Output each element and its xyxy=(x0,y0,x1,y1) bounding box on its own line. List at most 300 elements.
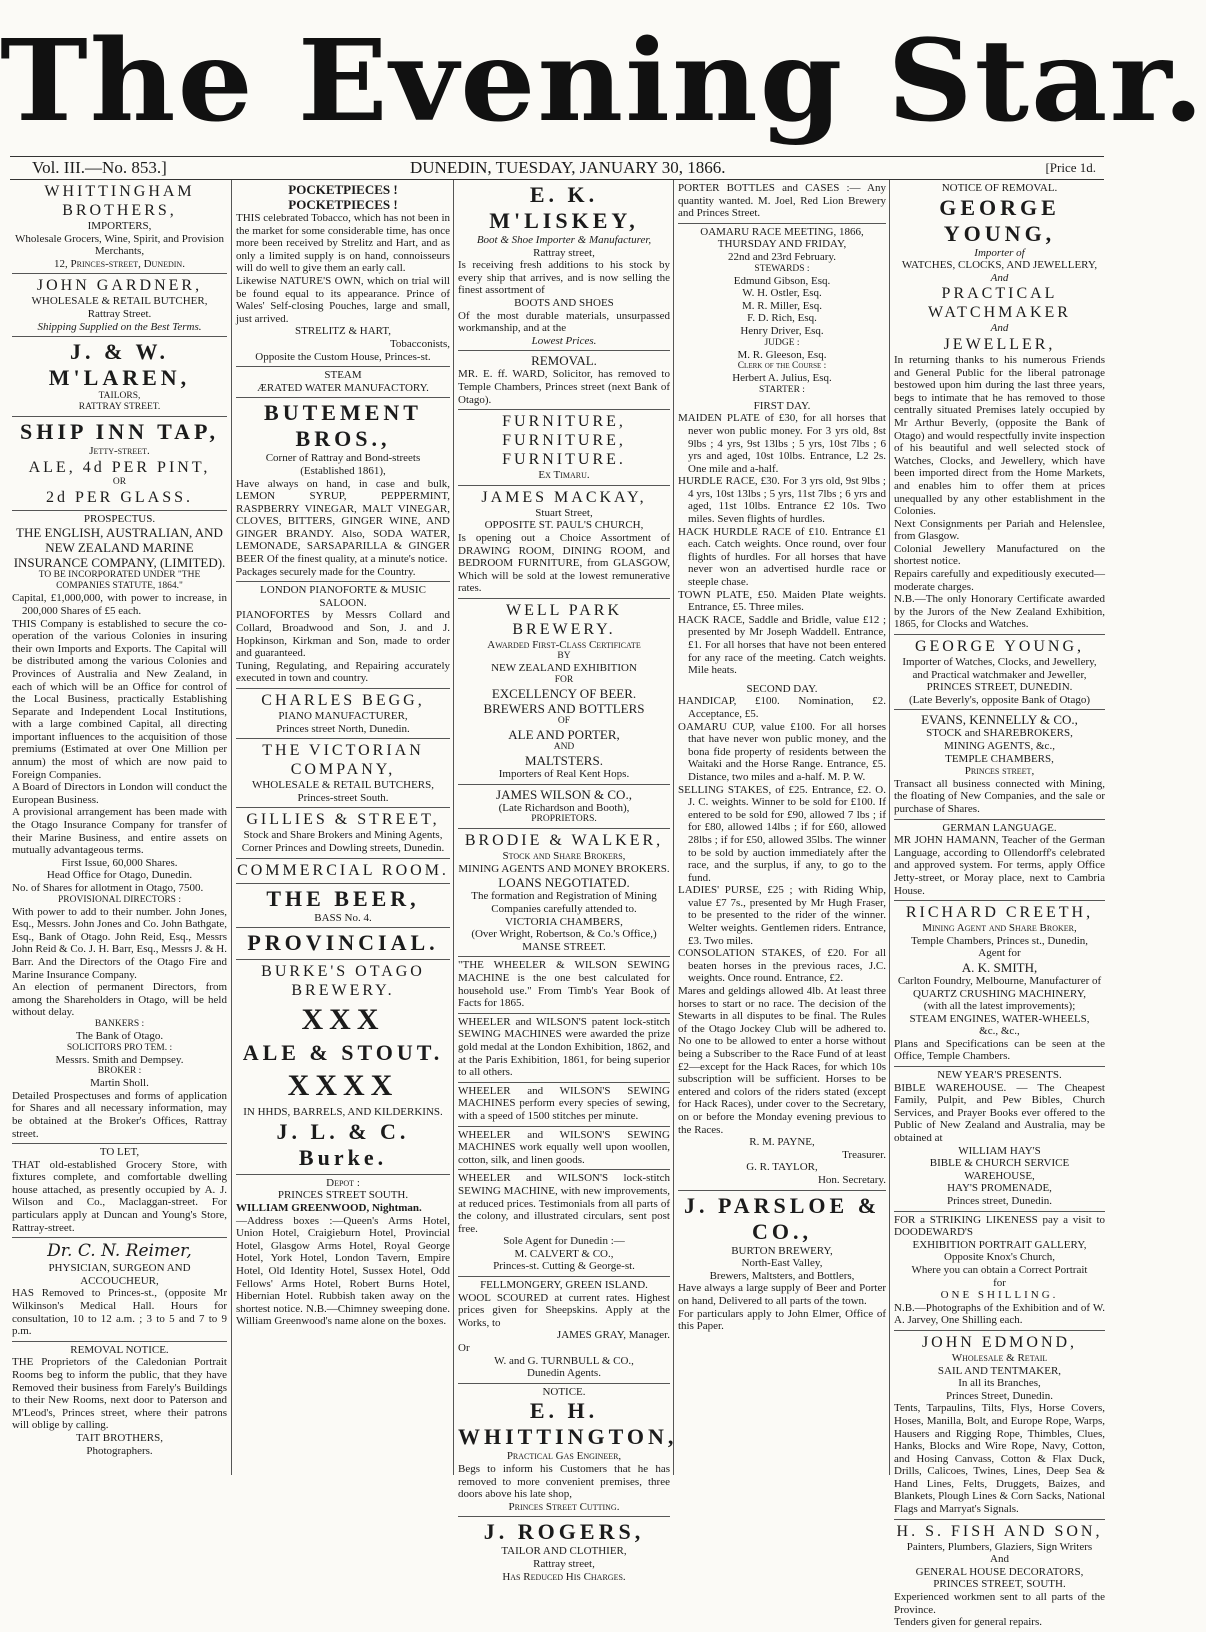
ad-creeth xyxy=(894,901,1105,1067)
ad-name: WELL PARK BREWERY. xyxy=(505,601,623,638)
ad-heading: POCKETPIECES ! POCKETPIECES ! xyxy=(288,182,398,212)
broker: Martin Sholl. xyxy=(90,1077,149,1090)
ad-commercial-room xyxy=(236,859,450,884)
ad-body: MR JOHN HAMANN, Teacher of the German Language, according to Ollendorff's celebrated and approved system. For terms, apply Office Jetty-street, or Moray place, next to Cambria House. xyxy=(894,834,1105,897)
ad-address: Temple Chambers, Princes st., Dunedin, xyxy=(910,934,1089,947)
race-dates: 22nd and 23rd February. xyxy=(727,250,837,263)
race-item: HACK HURDLE RACE of £10. Entrance £1 each. Catch weights. Once round, over four flights of hurdles. For all horses that have never won an advertised hurdle race or steeple chase. xyxy=(678,525,886,589)
ad-body: "THE WHEELER & WILSON SEWING MACHINE is the one best calculated for household use." From Timb's Year Book of Facts for 1865. xyxy=(458,959,670,1010)
ad-address: MANSE STREET. xyxy=(522,940,606,953)
ad-ship-inn xyxy=(12,417,227,511)
ad-body: BIBLE WAREHOUSE. — The Cheapest Family, Pulpit, and Pew Bibles, Church Services, and Prayer Books ever offered to the Public of New Zealand and Australia, may be obtained at xyxy=(894,1081,1105,1145)
price: [Price 1d. xyxy=(1045,160,1096,175)
race-item: OAMARU CUP, value £100. For all horses that have never won public money, and the bona fide property of residents between the Waitaki and the Horse Range. Entrance, £5. Distance, two miles and a-half. M. P. W. xyxy=(678,720,886,783)
race-rules: Mares and geldings allowed 4lb. At least three horses to start or no race. The decision of the Stewarts in all disputes to be final. The Rules of the Otago Jockey Club will be adhered to. No one to be allowed to enter a horse without being a Subscriber to the Race Fund of at least £2—except for the Hack Races, for which 10s subscription will be sufficient. Horses to be entered and colors of the riders stated (except for Hack Races), under cover to the Secretary, on or before the Monday evening previous to the Races. xyxy=(678,985,886,1136)
ad-sub: ÆRATED WATER MANUFACTORY. xyxy=(257,381,429,394)
ad-name: J. PARSLOE & CO., xyxy=(683,1192,881,1244)
ad-greenwood xyxy=(236,1175,450,1331)
ad-goods: BOOTS AND SHOES xyxy=(514,296,614,309)
ad-desc: WATCHES, CLOCKS, AND JEWELLERY, xyxy=(901,259,1098,272)
ad-new-years-presents xyxy=(894,1067,1105,1212)
ad-body: For particulars apply to John Elmer, Office of this Paper. xyxy=(678,1307,886,1333)
ad-address: PRINCES STREET, DUNEDIN. xyxy=(926,681,1073,694)
ad-removal xyxy=(458,351,670,410)
ad-title: PHYSICIAN, SURGEON AND ACCOUCHEUR, xyxy=(48,1262,191,1287)
ad-name: WHITTINGHAM BROTHERS, xyxy=(44,183,195,219)
ad-name: BUTEMENT BROS., xyxy=(264,400,422,452)
ad-name: E. H. WHITTINGTON, xyxy=(458,1398,678,1450)
ad-excellency: EXCELLENCY OF BEER. xyxy=(491,686,637,702)
ad-desc: SAIL AND TENTMAKER, xyxy=(937,1364,1062,1377)
ad-address: Princes street North, Dunedin. xyxy=(276,722,410,735)
ad-body: FOR a STRIKING LIKENESS pay a visit to DOODEWARD'S xyxy=(894,1213,1105,1239)
ad-body: The formation and Registration of Mining Companies carefully attended to. xyxy=(471,890,657,916)
ad-name: JOHN GARDNER, xyxy=(36,277,203,295)
ad-name: THE VICTORIAN COMPANY, xyxy=(262,742,424,779)
ad-body: In returning thanks to his numerous Friends and General Public for the liberal patronage bestowed upon him during the last three years, begs to intimate that he has removed to those centrally situated Premises lately occupied by Mr Arthur Beverly, (opposite the Bank of Otago) and would respectfully invite inspection of his beautiful and well selected stock of Watches, Clocks, and Jewellery, which have been imported direct from the Home Markets, and enables him to offer them at prices unequalled by any other establishment in the Colonies. xyxy=(894,353,1105,518)
ad-steam: STEAM ENGINES, WATER-WHEELS, xyxy=(909,1012,1090,1025)
ad-address: PRINCES STREET SOUTH. xyxy=(277,1189,409,1202)
ad-desc: WHOLESALE & RETAIL BUTCHERS, xyxy=(251,779,435,792)
ad-fellmongery xyxy=(458,1277,670,1384)
stewards-heading: STEWARDS : xyxy=(754,263,810,274)
ad-name: GILLIES & STREET, xyxy=(246,811,440,829)
ad-note: Has Reduced His Charges. xyxy=(502,1570,626,1583)
ad-body: N.B.—The only Honorary Certificate awarded by the Jurors of the New Zealand Exhibition, 1865, for Clocks and Watches. xyxy=(894,593,1105,631)
ad-practical: PRACTICAL WATCHMAKER xyxy=(928,285,1071,322)
ad-branches: In all its Branches, xyxy=(958,1377,1041,1390)
treasurer-title: Treasurer. xyxy=(842,1148,886,1161)
column-1 xyxy=(12,180,231,1475)
ad-address: Jetty-street. xyxy=(89,445,150,458)
ad-or: OR xyxy=(112,476,127,487)
ad-parsloe xyxy=(678,1191,886,1336)
ad-wheeler-wilson-3 xyxy=(458,1083,670,1127)
ad-address: OPPOSITE ST. PAUL'S CHURCH, xyxy=(484,519,644,532)
ad-burke xyxy=(236,960,450,1175)
ad-street: Princes street, xyxy=(964,765,1035,778)
ad-victorian xyxy=(236,739,450,808)
ad-address: 12, Princes-street, Dunedin. xyxy=(54,257,185,270)
race-item: HANDICAP, £100. Nomination, £2. Acceptance, £5. xyxy=(678,695,886,720)
ad-body: Importer of Watches, Clocks, and Jewellery, and Practical watchmaker and Jeweller, xyxy=(902,656,1097,681)
first-day-heading: FIRST DAY. xyxy=(753,399,811,412)
ad-sub: BASS No. 4. xyxy=(314,911,372,924)
ad-address: VICTORIA CHAMBERS, xyxy=(505,915,623,928)
ad-pocketpieces xyxy=(236,180,450,367)
ad-wheeler-wilson-2 xyxy=(458,1014,670,1083)
steward: W. H. Ostler, Esq. xyxy=(742,287,822,300)
ad-desc: Wholesale & Retail xyxy=(951,1351,1048,1364)
ad-desc: Boot & Shoe Importer & Manufacturer, xyxy=(476,234,652,246)
ad-porter-bottles xyxy=(678,180,886,224)
ad-signature: STRELITZ & HART, xyxy=(295,325,391,338)
directors-list: With power to add to their number. John Jones, Esq., Messrs. John Jones and Co. John Bathgate, Esq., Bank of Otago. John Reid, Esq., Messrs John Reid & Co. J. H. Barr, Esq., Messrs J. & H. Barr. And the Directors of the Otago Fire and Marine Insurance Company. xyxy=(12,905,227,981)
ad-heading: GERMAN LANGUAGE. xyxy=(942,821,1057,834)
ad-sub: FURNITURE. xyxy=(502,451,626,469)
ad-oamaru-race xyxy=(678,224,886,1191)
judge: M. R. Gleeson, Esq. xyxy=(737,348,827,361)
ad-body: Of the most durable materials, unsurpassed workmanship, and at the xyxy=(458,309,670,335)
clerk-heading: Clerk of the Course : xyxy=(737,361,827,372)
ad-gillies xyxy=(236,808,450,858)
ad-address: Opposite Knox's Church, xyxy=(943,1251,1056,1264)
ad-heading: STEAM xyxy=(324,369,362,382)
ad-note: Packages securely made for the Country. xyxy=(236,565,416,578)
ad-desc: TAILOR AND CLOTHIER, xyxy=(501,1545,627,1558)
ad-by: BY xyxy=(557,651,571,662)
ad-address: Corner of Rattray and Bond-streets xyxy=(265,452,421,465)
masthead xyxy=(0,6,1206,156)
ad-agent-name: A. K. SMITH, xyxy=(961,959,1038,975)
ad-sub: IMPORTERS, xyxy=(87,220,152,232)
prospectus-heading: PROSPECTUS. xyxy=(83,512,156,525)
ad-address: Princes-street South. xyxy=(297,791,389,804)
ad-prospectus xyxy=(12,511,227,1144)
ad-brewery: BURTON BREWERY, xyxy=(731,1244,833,1257)
ad-body: PIANOFORTES by Messrs Collard and Collard, Broadwood and Son, J. and J. Hopkinson, Kirkman and Son, made to order and guaranteed. xyxy=(236,609,450,660)
ad-name: PROVINCIAL. xyxy=(247,930,439,956)
ad-name: COMMERCIAL ROOM. xyxy=(237,861,449,879)
secretary-name: G. R. TAYLOR, xyxy=(746,1161,818,1174)
ad-signature: J. L. & C. Burke. xyxy=(276,1118,410,1170)
columns xyxy=(12,180,1105,1629)
ad-body: Tuning, Regulating, and Repairing accurately executed in town and country. xyxy=(236,659,450,685)
directors-election: An election of permanent Directors, from among the Shareholders in Otago, will be held without delay. xyxy=(12,981,227,1019)
ad-signature-title: Tobacconists, xyxy=(389,337,450,350)
ad-glass-price: 2d PER GLASS. xyxy=(45,488,194,506)
ad-prices: Lowest Prices. xyxy=(531,334,597,347)
ad-name: WILLIAM GREENWOOD, Nightman. xyxy=(236,1201,422,1214)
ad-heading: NOTICE. xyxy=(542,1385,586,1398)
race-days: THURSDAY AND FRIDAY, xyxy=(717,238,847,251)
ad-address: PRINCES STREET, SOUTH. xyxy=(933,1578,1066,1591)
ad-rogers xyxy=(458,1517,670,1586)
ad-xxxx: XXXX xyxy=(287,1069,399,1103)
ad-name: SHIP INN TAP, xyxy=(20,419,219,445)
ad-body: WOOL SCOURED at current rates. Highest prices given for Sheepskins. Apply at the Works, to xyxy=(458,1291,670,1329)
ad-gardner xyxy=(12,274,227,337)
ad-body: Plans and Specifications can be seen at the Office, Temple Chambers. xyxy=(894,1037,1105,1063)
ad-body: Have always a large supply of Beer and Porter on hand, Delivered to all parts of the town. xyxy=(678,1282,886,1307)
ad-address: RATTRAY STREET. xyxy=(78,402,161,413)
ad-name: GEORGE YOUNG, xyxy=(939,194,1060,246)
ad-notice-whittington xyxy=(458,1384,678,1518)
column-4 xyxy=(673,180,890,1475)
place-date: DUNEDIN, TUESDAY, JANUARY 30, 1866. xyxy=(410,158,726,177)
ad-award: Awarded First-Class Certificate xyxy=(487,638,641,651)
ad-heading: NEW YEAR'S PRESENTS. xyxy=(937,1069,1062,1082)
ad-butement xyxy=(236,398,450,582)
ad-ale-porter: ALE AND PORTER, xyxy=(508,727,620,743)
masthead-title: The Evening Star. xyxy=(0,14,1206,147)
ad-wilson xyxy=(458,785,670,830)
ad-name: Dr. C. N. Reimer, xyxy=(47,1241,192,1262)
ad-portrait-gallery xyxy=(894,1212,1105,1331)
ad-heading: FELLMONGERY, GREEN ISLAND. xyxy=(480,1279,648,1292)
steward: Henry Driver, Esq. xyxy=(740,324,824,337)
dateline xyxy=(10,156,1104,180)
ad-former: (Late Beverly's, opposite Bank of Otago) xyxy=(909,693,1090,706)
ad-wheeler-wilson-5 xyxy=(458,1170,670,1277)
ad-mcliskey xyxy=(458,180,670,351)
ad-heading: REMOVAL NOTICE. xyxy=(70,1343,169,1356)
ad-for: FOR xyxy=(554,675,574,686)
race-item: CONSOLATION STAKES, of £20. For all beaten horses in the previous races, J.C. weights. Once round. Entrance, £2. xyxy=(678,947,886,985)
ad-signature-title: Photographers. xyxy=(86,1444,153,1457)
ad-address: Princes street, Dunedin. xyxy=(946,1195,1053,1207)
ad-address: Stuart Street, xyxy=(535,506,593,519)
ad-gallery: EXHIBITION PORTRAIT GALLERY, xyxy=(912,1238,1087,1251)
ad-body: HAS Removed to Princes-st., (opposite Mr Wilkinson's Medical Hall. Hours for consultation, 10 to 12 a.m. ; 3 to 5 and 7 to 9 p.m. xyxy=(12,1287,227,1338)
ad-heading: FURNITURE, FURNITURE, xyxy=(502,413,626,450)
bankers: The Bank of Otago. xyxy=(75,1029,164,1042)
volume-number: Vol. III.—No. 853.] xyxy=(32,158,167,177)
ad-name: JAMES WILSON & CO., xyxy=(496,786,632,802)
ad-furniture xyxy=(458,410,670,486)
ad-etc: &c., &c., xyxy=(979,1025,1020,1038)
ad-jeweller: JEWELLER, xyxy=(943,335,1056,353)
ad-body: THIS celebrated Tobacco, which has not been in the market for some considerable time, has once more been received by Strelitz and Hart, and as only a limited supply is on hand, connoisseurs will do well to give them an early call. xyxy=(236,212,450,275)
ad-body: Is receiving fresh additions to his stock by every ship that arrives, and is now selling the finest assortment of xyxy=(458,259,670,297)
ad-promenade: HAY'S PROMENADE, xyxy=(947,1182,1052,1195)
ad-signature: TAIT BROTHERS, xyxy=(76,1431,163,1444)
ad-begg xyxy=(236,689,450,739)
prospectus-body: A provisional arrangement has been made with the Otago Insurance Company for transfer of their Marine Business, and entire assets on mutually advantageous terms. xyxy=(12,806,227,857)
solicitors: Messrs. Smith and Dempsey. xyxy=(55,1053,184,1066)
ad-name: WILLIAM HAY'S xyxy=(958,1144,1041,1157)
ad-desc: Brewers, Maltsters, and Bottlers, xyxy=(709,1269,855,1282)
column-2 xyxy=(231,180,454,1475)
prospectus-allotment: No. of Shares for allotment in Otago, 7500. xyxy=(12,882,204,894)
ad-fish xyxy=(894,1520,1105,1632)
treasurer-name: R. M. PAYNE, xyxy=(749,1136,815,1149)
prospectus-body: A Board of Directors in London will conduct the European Business. xyxy=(12,781,227,806)
ad-body: WHEELER and WILSON'S SEWING MACHINES perform every species of sewing, with a speed of 1500 stitches per minute. xyxy=(458,1084,670,1122)
directors-heading: PROVISIONAL DIRECTORS : xyxy=(58,894,181,905)
ad-address: Rattray street, xyxy=(533,246,595,259)
ad-body: WHEELER and WILSON'S lock-stitch SEWING MACHINE, with new improvements, at reduced prices. Testimonials from all parts of the colony, and illustrated circulars, sent post free. xyxy=(458,1172,670,1235)
ad-body: Repairs carefully and expeditiously executed—moderate charges. xyxy=(894,568,1105,593)
ad-xxx: XXX xyxy=(301,1003,385,1037)
ad-ale-stout: ALE & STOUT. xyxy=(242,1040,444,1066)
ad-name: J. ROGERS, xyxy=(483,1519,645,1545)
ad-body: Likewise NATURE'S OWN, which on trial will be found equal to its appearance. Prince of Wales' Self-closing Pouches, large and small, just arrived. xyxy=(236,274,450,325)
ad-reimer xyxy=(12,1238,227,1342)
ad-depot: Depot : xyxy=(326,1176,360,1189)
ad-heading: NOTICE OF REMOVAL. xyxy=(941,182,1058,194)
ad-address: Opposite the Custom House, Princes-st. xyxy=(255,350,431,363)
ad-body: —Address boxes :—Queen's Arms Hotel, Union Hotel, Craigieburn Hotel, Provincial Hotel, Glasgow Arms Hotel, Royal George Hotel, York Hotel, London Tavern, Empire Hotel, Old Identity Hotel, Sussex Hotel, Odd Fellows' Arms Hotel, Robert Burns Hotel, Hibernian Hotel. Rubbish taken away on the shortest notice. N.B.—Chimney sweeping done. William Greenwood's name alone on the boxes. xyxy=(236,1214,450,1328)
ad-name: M. CALVERT & CO., xyxy=(514,1247,614,1260)
race-item: LADIES' PURSE, £25 ; with Riding Whip, value £7 7s., presented by Mr Hugh Fraser, to be presented to the rider of the winner. Welter weights. Gentlemen riders. Entrance, £3. Two miles. xyxy=(678,884,886,947)
ad-body: N.B.—Photographs of the Exhibition and of W. A. Jarvey, One Shilling each. xyxy=(894,1301,1105,1327)
ad-desc: BIBLE & CHURCH SERVICE WAREHOUSE, xyxy=(929,1157,1070,1182)
ad-agent: Agent for xyxy=(978,947,1021,960)
ad-agents-title: Dunedin Agents. xyxy=(527,1367,601,1380)
ad-heading: REMOVAL. xyxy=(531,353,597,369)
ad-body: Transact all business connected with Mining, the floating of New Companies, and the sale or purchase of Shares. xyxy=(894,777,1105,815)
steward: Edmund Gibson, Esq. xyxy=(733,274,831,287)
ad-body: Stock and Share Brokers and Mining Agents, xyxy=(243,829,443,842)
ad-name: E. K. M'LISKEY, xyxy=(489,182,639,233)
ad-desc: Stock and Share Brokers, xyxy=(502,850,626,863)
prospectus-detail: Detailed Prospectuses and forms of application for Shares and all necessary information, may be obtained at the Broker's Offices, Rattray street. xyxy=(12,1089,227,1140)
ad-signature: JAMES GRAY, Manager. xyxy=(556,1329,670,1342)
ad-agents: W. and G. TURNBULL & CO., xyxy=(494,1354,634,1367)
ad-loans: LOANS NEGOTIATED. xyxy=(498,875,630,891)
race-item: HURDLE RACE, £30. For 3 yrs old, 9st 9lbs ; 4 yrs, 10st 13lbs ; 5 yrs, 11st 7lbs ; 6 yrs and aged, 11st 10lbs. Entrance £2 10s. Two miles. Seven flights of hurdles. xyxy=(678,475,886,526)
second-day-heading: SECOND DAY. xyxy=(746,682,818,695)
prospectus-capital: Capital, £1,000,000, with power to increase, in 200,000 Shares of £5 each. xyxy=(12,592,227,617)
ad-hops: Importers of Real Kent Hops. xyxy=(498,768,630,781)
ad-body: Experienced workmen sent to all parts of the Province. xyxy=(894,1591,1105,1616)
ad-steam xyxy=(236,367,450,398)
race-item: MAIDEN PLATE of £30, for all horses that never won public money. For 3 yrs old, 8st 9lbs ; 4 yrs, 9st 13lbs ; 5 yrs, 10st 7lbs ; 6 yrs and aged, 10st 10lbs. Entrance, L2 2s. One mile and a-half. xyxy=(678,412,886,475)
ad-name: CHARLES BEGG, xyxy=(261,692,425,709)
broker-heading: BROKER : xyxy=(97,1066,142,1077)
ad-desc: STOCK and SHAREBROKERS, xyxy=(926,727,1073,740)
judge-heading: JUDGE : xyxy=(764,337,800,348)
ad-brewers: BREWERS AND BOTTLERS xyxy=(483,701,645,717)
ad-maltsters: MALTSTERS. xyxy=(525,753,603,769)
ad-desc: Painters, Plumbers, Glaziers, Sign Writers xyxy=(906,1540,1093,1553)
ad-ale-price: ALE, 4d PER PINT, xyxy=(28,458,211,476)
ad-address: (Over Wright, Robertson, & Co.'s Office,) xyxy=(471,928,657,941)
ad-body: Tents, Tarpaulins, Tilts, Flys, Horse Covers, Hoses, Manilla, Bolt, and Europe Rope, Warps, Hausers and Rigging Rope, Thimbles, Clues, Hanks, Blocks and Wire Rope, Navy, Cotton, and Hosing Canvass, Cotton & Flax Duck, Drills, Calicoes, Twines, Lines, Deep Sea & Hand Lines, Felts, Druggets, Baizes, and Blankets, Plough Lines & Corn Sacks, National Flags and Marryat's Signals. xyxy=(894,1402,1105,1516)
ad-address: Corner Princes and Dowling streets, Dunedin. xyxy=(241,841,445,854)
bankers-heading: BANKERS : xyxy=(94,1018,145,1029)
prospectus-body: THIS Company is established to secure the co-operation of the various Colonies in insuring their own Imports and Exports. The Capital will be distributed among the various Colonies and Provinces of Australia and New Zealand, in each of which will be an Office for control of the Local Business, practically Establishing Separate and Independent Local Institutions, with a large combined Capital, all directing important influences to the acquisition of those premiums (Estimated at over One Million per annum) the most of which are now paid to Foreign Companies. xyxy=(12,617,227,781)
ad-body: WHEELER and WILSON'S SEWING MACHINES work equally well upon woollen, cotton, silk, and linen goods. xyxy=(458,1128,670,1166)
ad-desc: Wholesale Grocers, Wine, Spirit, and Provision Merchants, xyxy=(15,232,224,258)
ad-former: (Late Richardson and Booth), xyxy=(498,801,630,814)
ad-and: And xyxy=(990,271,1009,284)
ad-well-park xyxy=(458,599,670,785)
clerk: Herbert A. Julius, Esq. xyxy=(732,372,832,385)
ad-body: Begs to inform his Customers that he has removed to more convenient premises, three doors above his late shop, xyxy=(458,1463,670,1501)
ad-address: Rattray Street. xyxy=(87,307,152,320)
ad-mlaren xyxy=(12,337,227,417)
ad-wheeler-wilson-1 xyxy=(458,957,670,1013)
ad-heading: LONDON PIANOFORTE & MUSIC SALOON. xyxy=(260,584,426,609)
ad-name: J. & W. M'LAREN, xyxy=(48,339,191,391)
ad-pianoforte xyxy=(236,582,450,689)
ad-evans-kennelly xyxy=(894,710,1105,819)
ad-name: JOHN EDMOND, xyxy=(921,1333,1078,1351)
ad-and: And xyxy=(990,322,1009,335)
ad-address: Rattray street, xyxy=(533,1557,595,1570)
ad-and: AND xyxy=(553,742,575,753)
ad-body: THAT old-established Grocery Store, with fixtures complete, and comfortable dwelling house attached, as presently occupied by A. J. Wilson and Co., Maclaggan-street. For particulars apply at Duncan and Young's Store, Rattray-street. xyxy=(12,1158,227,1234)
ad-name: JAMES MACKAY, xyxy=(481,488,647,506)
ad-beer xyxy=(236,884,450,929)
prospectus-issue: First Issue, 60,000 Shares. xyxy=(61,856,178,869)
ad-desc: Mining Agent and Share Broker, xyxy=(922,922,1077,935)
race-heading: OAMARU RACE MEETING, 1866, xyxy=(700,225,864,238)
ad-body: MR. E. ff. WARD, Solicitor, has removed to Temple Chambers, Princes street (next Bank of Otago). xyxy=(458,368,670,406)
ad-wheeler-wilson-4 xyxy=(458,1127,670,1171)
secretary-title: Hon. Secretary. xyxy=(817,1173,886,1186)
ad-removal-notice xyxy=(12,1342,227,1460)
ad-desc: Practical Gas Engineer, xyxy=(506,1450,622,1463)
ad-note: Shipping Supplied on the Best Terms. xyxy=(37,320,202,333)
ad-body: THE Proprietors of the Caledonian Portrait Rooms beg to inform the public, that they have Removed their business from Farely's Buildings to their New Rooms, next door to Paterson and M'Leod's, Princes street, where their patrons will oblige by calling. xyxy=(12,1356,227,1432)
ad-name: EVANS, KENNELLY & CO., xyxy=(921,712,1078,728)
ad-body: WHEELER and WILSON'S patent lock-stitch SEWING MACHINES were awarded the prize gold medal at the London Exhibition, 1862, and at the Paris Exhibition, 1861, for being superior to all others. xyxy=(458,1015,670,1079)
race-item: SELLING STAKES, of £25. Entrance, £2. O. J. C. weights. Winner to be sold for £100. If entered to be sold for £90, allowed 7 lbs ; if for £80, allowed 14lbs ; if for £60, allowed 28lbs ; if for £50, allowed 35lbs. The winner to be sold by auction immediately after the race, and the surplus, if any, to go to the fund. xyxy=(678,783,886,884)
ad-proprietors: PROPRIETORS. xyxy=(531,814,597,825)
ad-and: And xyxy=(990,1553,1009,1566)
steward: F. D. Rich, Esq. xyxy=(747,312,817,325)
ad-name: GEORGE YOUNG, xyxy=(914,638,1085,656)
prospectus-office: Head Office for Otago, Dunedin. xyxy=(46,869,193,882)
ad-quartz: QUARTZ CRUSHING MACHINERY, xyxy=(912,987,1086,1000)
ad-george-young-removal xyxy=(894,180,1105,635)
ad-desc: WHOLESALE & RETAIL BUTCHER, xyxy=(31,295,208,308)
ad-desc: PIANO MANUFACTURER, xyxy=(278,710,408,722)
steward: M. R. Miller, Esq. xyxy=(742,299,822,312)
ad-foundry: Carlton Foundry, Melbourne, Manufacturer of xyxy=(897,974,1102,987)
ad-of: OF xyxy=(557,716,571,727)
race-item: TOWN PLATE, £50. Maiden Plate weights. Entrance, £5. Three miles. xyxy=(678,588,886,614)
column-5 xyxy=(889,180,1105,1629)
starter-heading: STARTER : xyxy=(759,384,805,395)
ad-importer: Importer of xyxy=(974,246,1025,259)
ad-or: Or xyxy=(458,1342,470,1355)
solicitors-heading: SOLICITORS PRO TEM. : xyxy=(66,1042,173,1053)
ad-address: Princes Street Cutting. xyxy=(508,1500,620,1513)
ad-edmond xyxy=(894,1331,1105,1520)
ad-agent: Sole Agent for Dunedin :— xyxy=(503,1235,625,1248)
ad-address: Princes-st. Cutting & George-st. xyxy=(493,1260,635,1273)
ad-brodie xyxy=(458,829,670,957)
ad-source: Ex Timaru. xyxy=(538,469,590,482)
ad-body: Colonial Jewellery Manufactured on the shortest notice. xyxy=(894,542,1105,568)
prospectus-company: THE ENGLISH, AUSTRALIAN, AND NEW ZEALAND MARINE INSURANCE COMPANY, (LIMITED). xyxy=(13,525,226,571)
ad-desc: IN HHDS, BARRELS, AND KILDERKINS. xyxy=(243,1106,443,1119)
ad-to-let xyxy=(12,1144,227,1238)
ad-german-language xyxy=(894,820,1105,902)
ad-body: Is opening out a Choice Assortment of DRAWING ROOM, DINING ROOM, and BEDROOM FURNITURE, from GLASGOW, Which will be sold at the lowest remunerative rates. xyxy=(458,531,670,595)
prospectus-incorporation: TO BE INCORPORATED UNDER "THE COMPANIES STATUTE, 1864." xyxy=(38,570,201,592)
ad-desc: GENERAL HOUSE DECORATORS, xyxy=(915,1565,1084,1578)
ad-established: (Established 1861), xyxy=(300,464,386,477)
ad-name: BRODIE & WALKER, xyxy=(464,832,664,850)
ad-name: BURKE'S OTAGO BREWERY. xyxy=(261,963,425,1000)
ad-body: Tenders given for general repairs. xyxy=(894,1616,1042,1629)
race-item: HACK RACE, Saddle and Bridle, value £12 ; presented by Mr Joseph Waddell. Entrance, £1. For all horses that have not been entered for any race of the meeting. Catch weights. Mile heats. xyxy=(678,613,886,677)
ad-address: Princes Street, Dunedin. xyxy=(946,1389,1053,1402)
ad-mackay xyxy=(458,486,670,599)
ad-body: Next Consignments per Pariah and Helenslee, from Glasgow. xyxy=(894,517,1105,543)
ad-name: H. S. FISH AND SON, xyxy=(896,1522,1103,1540)
ad-address: TEMPLE CHAMBERS, xyxy=(945,752,1054,765)
ad-price: ONE SHILLING. xyxy=(940,1289,1059,1302)
ad-where: Where you can obtain a Correct Portrait xyxy=(911,1263,1088,1276)
ad-address: North-East Valley, xyxy=(741,1257,823,1270)
ad-name: RICHARD CREETH, xyxy=(905,904,1094,922)
ad-for: for xyxy=(993,1276,1006,1289)
ad-provincial xyxy=(236,928,450,960)
ad-desc: TAILORS, xyxy=(98,391,141,402)
column-3 xyxy=(453,180,678,1583)
ad-george-young xyxy=(894,635,1105,710)
ad-latest: (with all the latest improvements); xyxy=(923,1000,1076,1013)
ad-body: Have always on hand, in case and bulk, LEMON SYRUP, PEPPERMINT, RASPBERRY VINEGAR, MALT VINEGAR, CLOVES, BITTERS, GINGER WINE, AND GINGER BRANDY. Also, SODA WATER, LEMONADE, SARSAPARILLA & GINGER BEER Of the finest quality, at a minute's notice. xyxy=(236,477,450,566)
ad-whittingham xyxy=(12,180,227,274)
ad-desc: MINING AGENTS AND MONEY BROKERS. xyxy=(458,862,670,875)
